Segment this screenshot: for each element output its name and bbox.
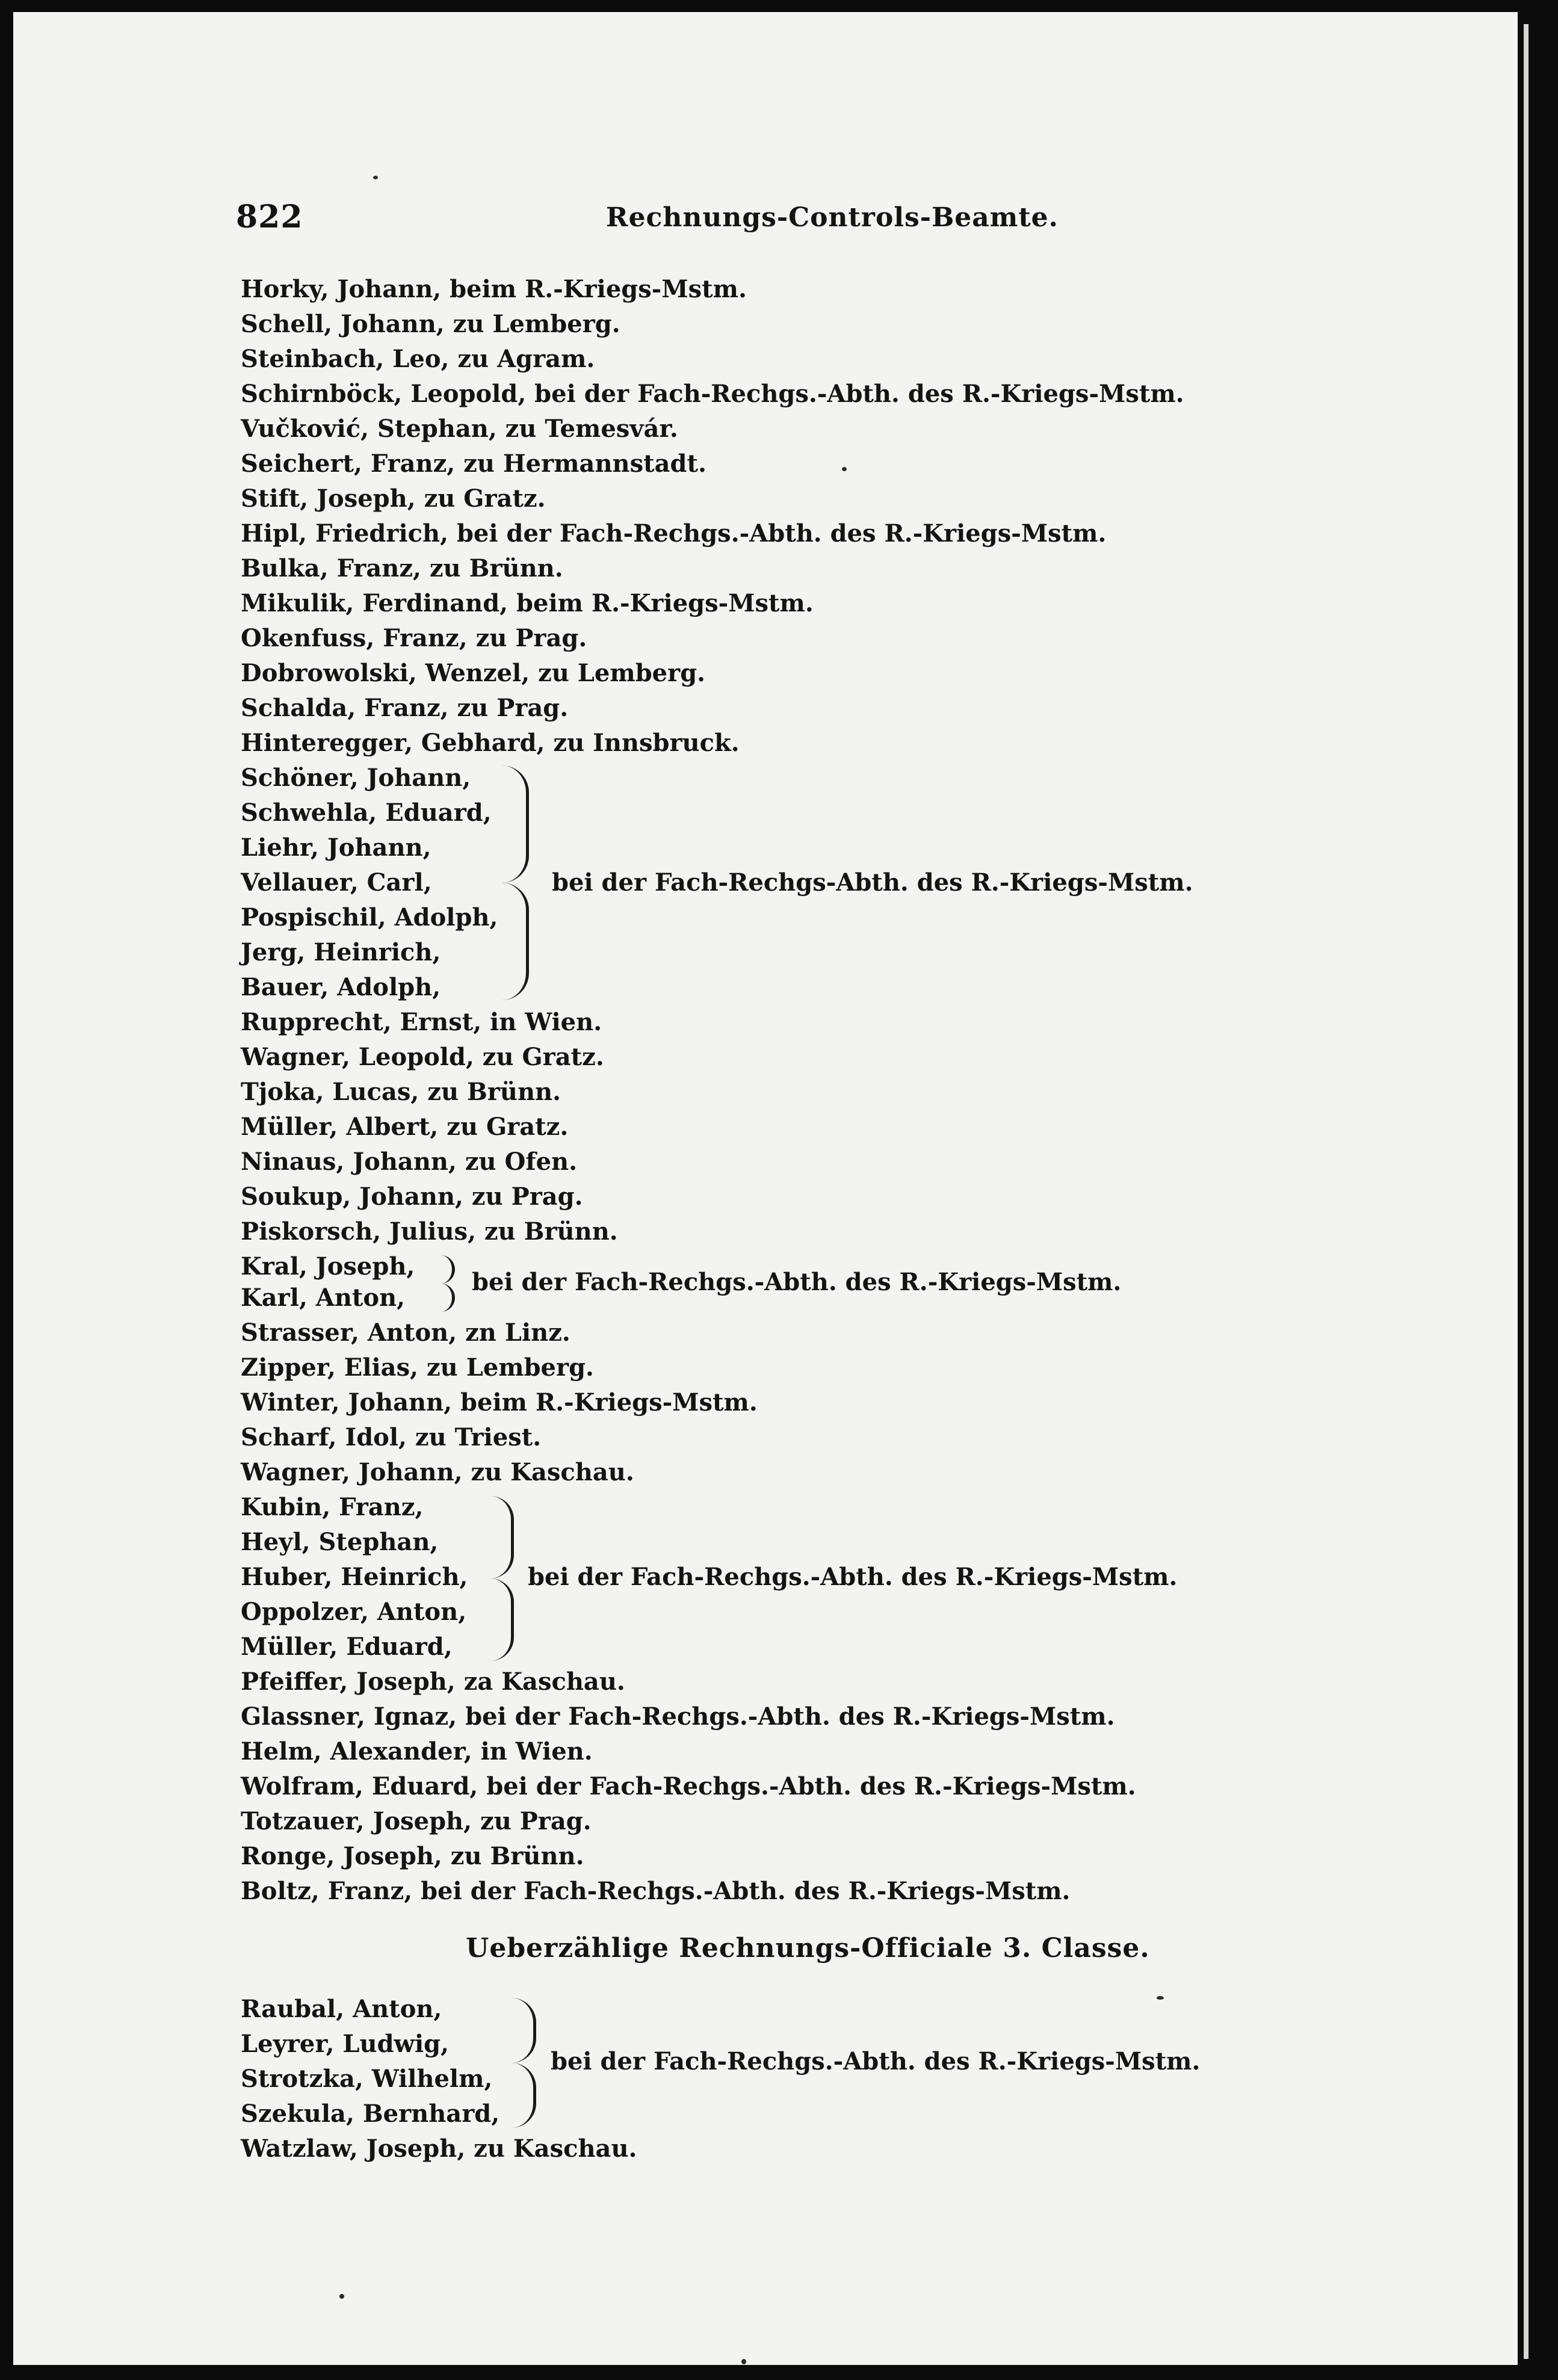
list-item: Boltz, Franz, bei der Fach-Rechgs.-Abth. des R.-Kriegs-Mstm. xyxy=(241,1877,1071,1905)
brace-bottom xyxy=(490,1578,514,1661)
list-item: Okenfuss, Franz, zu Prag. xyxy=(241,624,587,652)
group-member: Heyl, Stephan, xyxy=(241,1528,439,1556)
group-member: Pospischil, Adolph, xyxy=(241,903,498,932)
page-header xyxy=(13,199,1518,241)
list-item: Ninaus, Johann, zu Ofen. xyxy=(241,1148,578,1176)
page-edge xyxy=(1524,24,1529,2359)
scan-speck xyxy=(842,467,847,471)
group-member: Karl, Anton, xyxy=(241,1284,406,1312)
list-item: Schalda, Franz, zu Prag. xyxy=(241,694,569,722)
list-item: Ronge, Joseph, zu Brünn. xyxy=(241,1842,584,1870)
page-number: 822 xyxy=(236,199,303,235)
group-member: Müller, Eduard, xyxy=(241,1633,453,1661)
scan-speck xyxy=(373,176,378,179)
group-member: Kral, Joseph, xyxy=(241,1252,415,1281)
scan-speck xyxy=(339,2294,344,2299)
group-member: Bauer, Adolph, xyxy=(241,973,441,1001)
list-item: Hinteregger, Gebhard, zu Innsbruck. xyxy=(241,729,740,757)
group-suffix: bei der Fach-Rechgs-Abth. des R.-Kriegs-Mstm. xyxy=(552,868,1193,897)
group-suffix: bei der Fach-Rechgs.-Abth. des R.-Kriegs-Mstm. xyxy=(528,1563,1178,1591)
brace-top xyxy=(490,1496,514,1578)
list-item: Helm, Alexander, in Wien. xyxy=(241,1737,593,1766)
scan-speck xyxy=(1157,1996,1164,2000)
group-member: Oppolzer, Anton, xyxy=(241,1598,467,1626)
scan-speck xyxy=(741,2359,746,2364)
list-item: Pfeiffer, Joseph, za Kaschau. xyxy=(241,1668,625,1696)
group-suffix: bei der Fach-Rechgs.-Abth. des R.-Kriegs-Mstm. xyxy=(551,2047,1201,2076)
running-title: Rechnungs-Controls-Beamte. xyxy=(606,202,1059,233)
group-member: Liehr, Johann, xyxy=(241,833,431,862)
group-member: Strotzka, Wilhelm, xyxy=(241,2065,493,2093)
list-item: Wolfram, Eduard, bei der Fach-Rechgs.-Abth. des R.-Kriegs-Mstm. xyxy=(241,1772,1136,1800)
list-item: Rupprecht, Ernst, in Wien. xyxy=(241,1008,602,1036)
list-item: Schirnböck, Leopold, bei der Fach-Rechgs.-Abth. des R.-Kriegs-Mstm. xyxy=(241,380,1184,408)
group-member: Schwehla, Eduard, xyxy=(241,799,492,827)
list-item: Tjoka, Lucas, zu Brünn. xyxy=(241,1078,561,1106)
list-item: Schell, Johann, zu Lemberg. xyxy=(241,310,620,338)
list-item: Horky, Johann, beim R.-Kriegs-Mstm. xyxy=(241,275,747,303)
list-item: Scharf, Idol, zu Triest. xyxy=(241,1423,542,1451)
list-item: Wagner, Johann, zu Kaschau. xyxy=(241,1458,634,1486)
brace-top xyxy=(436,1255,455,1284)
list-item: Piskorsch, Julius, zu Brünn. xyxy=(241,1217,618,1246)
scanned-page xyxy=(13,12,1518,2365)
group-member: Vellauer, Carl, xyxy=(241,868,432,897)
brace-bottom xyxy=(512,2063,536,2128)
list-item: Watzlaw, Joseph, zu Kaschau. xyxy=(241,2134,637,2163)
list-item: Winter, Johann, beim R.-Kriegs-Mstm. xyxy=(241,1388,758,1417)
group-member: Raubal, Anton, xyxy=(241,1995,442,2023)
brace-top xyxy=(512,1998,536,2063)
group-suffix: bei der Fach-Rechgs.-Abth. des R.-Kriegs-Mstm. xyxy=(472,1268,1122,1296)
list-item: Strasser, Anton, zn Linz. xyxy=(241,1318,570,1347)
list-item: Bulka, Franz, zu Brünn. xyxy=(241,554,563,583)
list-item: Totzauer, Joseph, zu Prag. xyxy=(241,1807,592,1835)
group-member: Jerg, Heinrich, xyxy=(241,938,441,966)
list-item: Steinbach, Leo, zu Agram. xyxy=(241,345,595,373)
group-member: Leyrer, Ludwig, xyxy=(241,2030,450,2058)
list-item: Soukup, Johann, zu Prag. xyxy=(241,1182,583,1211)
list-item: Dobrowolski, Wenzel, zu Lemberg. xyxy=(241,659,706,687)
list-item: Vučković, Stephan, zu Temesvár. xyxy=(241,415,678,443)
group-member: Kubin, Franz, xyxy=(241,1493,424,1521)
list-item: Wagner, Leopold, zu Gratz. xyxy=(241,1043,604,1071)
list-item: Stift, Joseph, zu Gratz. xyxy=(241,484,546,513)
section-heading: Ueberzählige Rechnungs-Officiale 3. Classe. xyxy=(466,1933,1150,1964)
list-item: Hipl, Friedrich, bei der Fach-Rechgs.-Abth. des R.-Kriegs-Mstm. xyxy=(241,519,1107,548)
list-item: Glassner, Ignaz, bei der Fach-Rechgs.-Abth. des R.-Kriegs-Mstm. xyxy=(241,1702,1115,1731)
group-member: Schöner, Johann, xyxy=(241,764,471,792)
brace-bottom xyxy=(502,883,529,1000)
list-item: Seichert, Franz, zu Hermannstadt. xyxy=(241,450,706,478)
brace-bottom xyxy=(436,1284,455,1312)
list-item: Müller, Albert, zu Gratz. xyxy=(241,1113,569,1141)
brace-top xyxy=(502,765,529,883)
group-member: Szekula, Bernhard, xyxy=(241,2100,500,2128)
list-item: Zipper, Elias, zu Lemberg. xyxy=(241,1353,594,1382)
group-member: Huber, Heinrich, xyxy=(241,1563,468,1591)
list-item: Mikulik, Ferdinand, beim R.-Kriegs-Mstm. xyxy=(241,589,814,617)
